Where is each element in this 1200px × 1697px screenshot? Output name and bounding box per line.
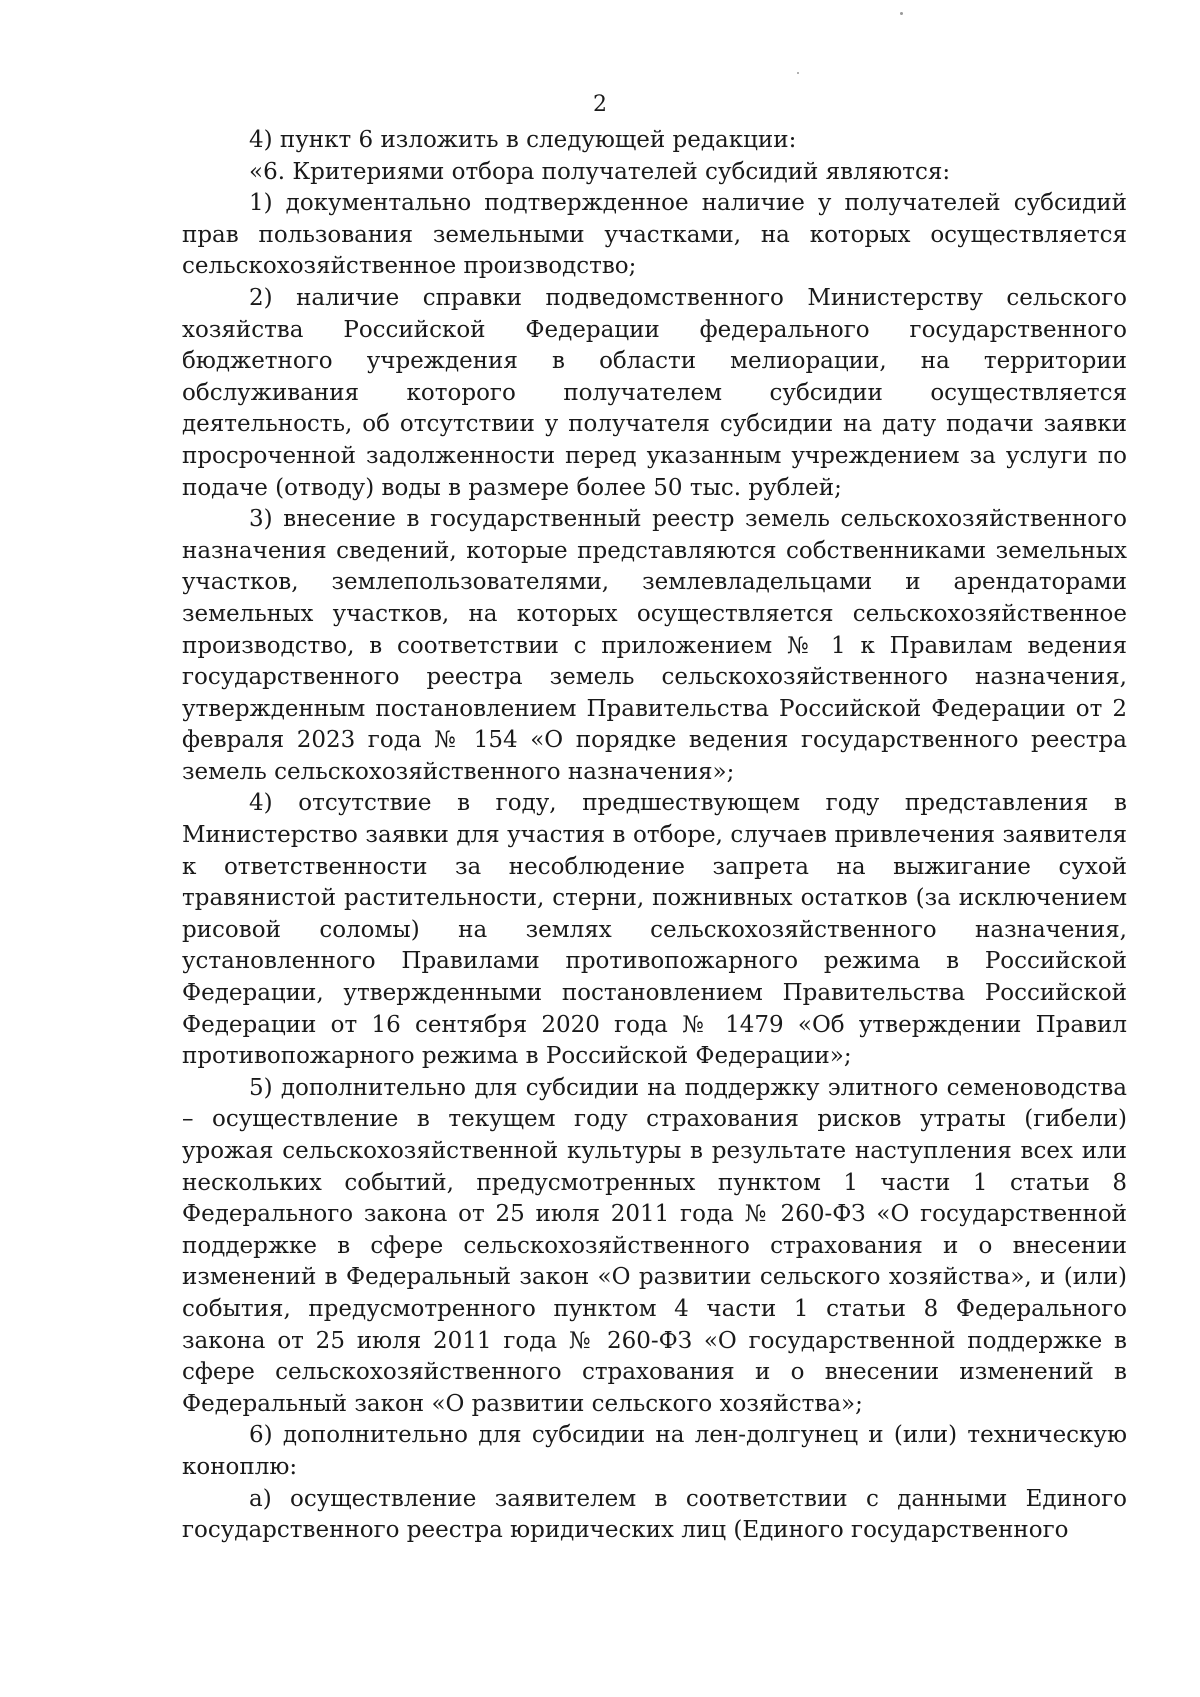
paragraph-criterion-6a: а) осуществление заявителем в соответствии с данными Единого государственного реестра юридических лиц (Единого государственного (182, 1485, 1127, 1544)
scan-speck (797, 72, 799, 74)
scan-speck (900, 12, 903, 15)
paragraph-criterion-2: 2) наличие справки подведомственного Министерству сельского хозяйства Российской Федерации федерального государственного бюджетного учреждения в области мелиорации, на территории обслуживания которого получателем субсидии осуществляется деятельность, об отсутствии у получателя субсидии на дату подачи заявки просроченной задолженности перед указанным учреждением за услуги по подаче (отводу) воды в размере более 50 тыс. рублей; (182, 284, 1127, 501)
document-body (182, 125, 1127, 1547)
paragraph-criterion-5: 5) дополнительно для субсидии на поддержку элитного семеноводства – осуществление в текущем году страхования рисков утраты (гибели) урожая сельскохозяйственной культуры в результате наступления всех или нескольких событий, предусмотренных пунктом 1 части 1 статьи 8 Федерального закона от 25 июля 2011 года № 260-ФЗ «О государственной поддержке в сфере сельскохозяйственного страхования и о внесении изменений в Федеральный закон «О развитии сельского хозяйства», и (или) события, предусмотренного пунктом 4 части 1 статьи 8 Федерального закона от 25 июля 2011 года № 260-ФЗ «О государственной поддержке в сфере сельскохозяйственного страхования и о внесении изменений в Федеральный закон «О развитии сельского хозяйства»; (182, 1074, 1127, 1417)
paragraph-criteria-heading: «6. Критериями отбора получателей субсидий являются: (249, 158, 951, 185)
paragraph-criterion-3: 3) внесение в государственный реестр земель сельскохозяйственного назначения сведений, которые представляются собственниками земельных участков, землепользователями, землевладельцами и арендаторами земельных участков, на которых осуществляется сельскохозяйственное производство, в соответствии с приложением № 1 к Правилам ведения государственного реестра земель сельскохозяйственного назначения, утвержденным постановлением Правительства Российской Федерации от 2 февраля 2023 года № 154 «О порядке ведения государственного реестра земель сельскохозяйственного назначения»; (182, 506, 1127, 785)
paragraph-criterion-6: 6) дополнительно для субсидии на лен-долгунец и (или) техническую коноплю: (182, 1422, 1127, 1480)
page-number: 2 (593, 92, 607, 117)
paragraph-amendment-intro: 4) пункт 6 изложить в следующей редакции: (249, 127, 797, 153)
paragraph-criterion-1: 1) документально подтвержденное наличие у получателей субсидий прав пользования земельными участками, на которых осуществляется сельскохозяйственное производство; (182, 190, 1127, 280)
paragraph-criterion-4: 4) отсутствие в году, предшествующем году представления в Министерство заявки для участия в отборе, случаев привлечения заявителя к ответственности за несоблюдение запрета на выжигание сухой травянистой растительности, стерни, пожнивных остатков (за исключением рисовой соломы) на землях сельскохозяйственного назначения, установленного Правилами противопожарного режима в Российской Федерации, утвержденными постановлением Правительства Российской Федерации от 16 сентября 2020 года № 1479 «Об утверждении Правил противопожарного режима в Российской Федерации»; (182, 790, 1127, 1070)
